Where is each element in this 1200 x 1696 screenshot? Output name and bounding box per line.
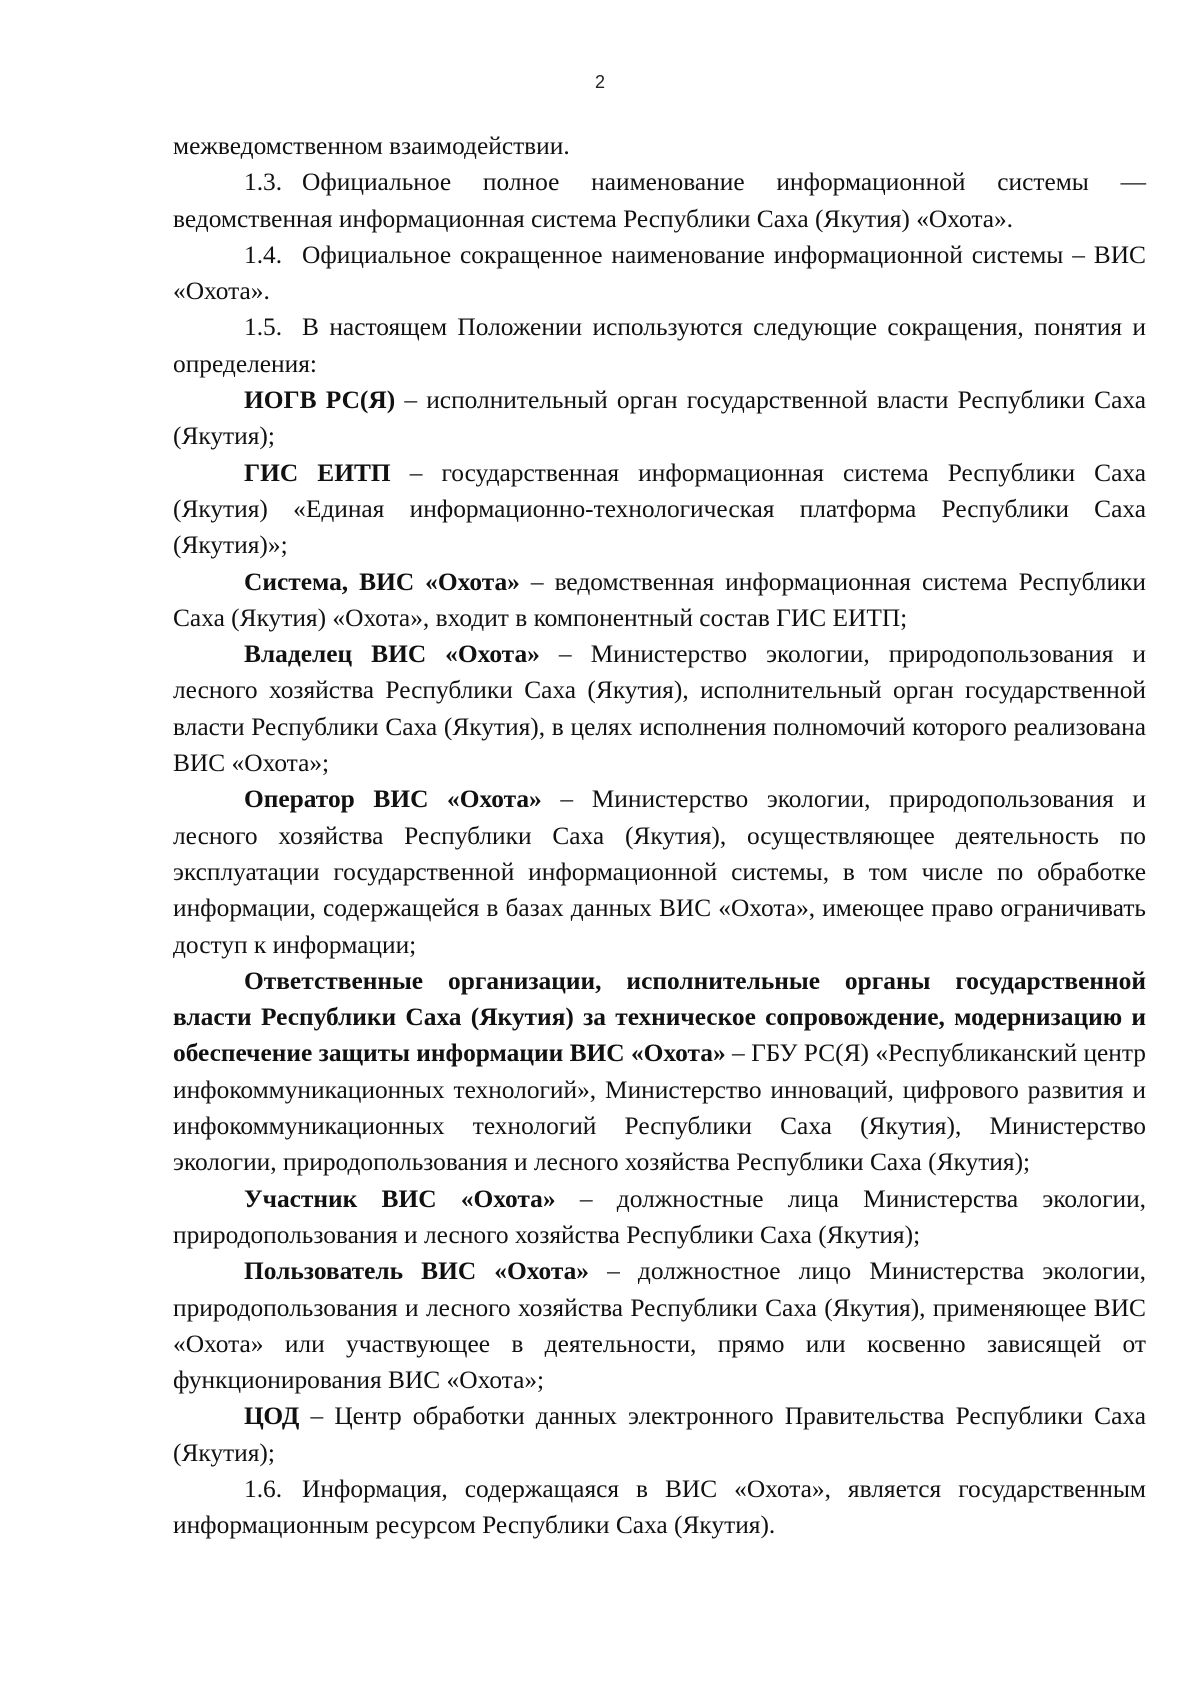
definition-term: ИОГВ РС(Я) bbox=[244, 386, 396, 415]
definition-text: – ГБУ РС(Я) «Республиканский центр инфокоммуникационных технологий», Министерство инноваций, цифрового развития и инфокоммуникационных технологий Республики Саха (Якутия), Министерство экологии, природопользования и лесного хозяйства Республики Саха (Якутия); bbox=[173, 1039, 1146, 1177]
clause-number: 1.3. bbox=[244, 168, 283, 197]
definition-iogv bbox=[173, 382, 1146, 455]
definition-user bbox=[173, 1253, 1146, 1398]
clause-1-3 bbox=[173, 164, 1146, 237]
definition-text: – Центр обработки данных электронного Правительства Республики Саха (Якутия); bbox=[173, 1402, 1146, 1467]
clause-number: 1.6. bbox=[244, 1474, 283, 1503]
document-body bbox=[173, 128, 1146, 1544]
definition-term: Ответственные организации, исполнительные органы государственной власти Республики Саха (Якутия) за техническое сопровождение, модернизацию и обеспечение защиты информации ВИС «Охота» bbox=[173, 966, 1146, 1068]
definition-responsible-orgs bbox=[173, 963, 1146, 1181]
clause-number: 1.4. bbox=[244, 240, 283, 269]
definition-term: Владелец ВИС «Охота» bbox=[244, 640, 540, 669]
clause-1-6 bbox=[173, 1471, 1146, 1544]
definition-participant bbox=[173, 1181, 1146, 1254]
definition-owner bbox=[173, 636, 1146, 781]
definition-text: – Министерство экологии, природопользования и лесного хозяйства Республики Саха (Якутия), осуществляющее деятельность по эксплуатации государственной информационной системы, в том числе по обработке информации, содержащейся в базах данных ВИС «Охота», имеющее право ограничивать доступ к информации; bbox=[173, 785, 1147, 959]
definition-text: – Министерство экологии, природопользования и лесного хозяйства Республики Саха (Якутия), исполнительный орган государственной власти Республики Саха (Якутия), в целях исполнения полномочий которого реализована ВИС «Охота»; bbox=[173, 640, 1147, 778]
definition-term: ЦОД bbox=[244, 1402, 300, 1431]
clause-text: Официальное полное наименование информационной системы — ведомственная информационная система Республики Саха (Якутия) «Охота». bbox=[173, 168, 1146, 233]
definition-gis-eitp bbox=[173, 455, 1146, 564]
definition-term: Пользователь ВИС «Охота» bbox=[244, 1257, 590, 1286]
definition-text: – государственная информационная система Республики Саха (Якутия) «Единая информационно-технологическая платформа Республики Саха (Якутия)»; bbox=[173, 458, 1146, 560]
clause-1-5 bbox=[173, 309, 1146, 382]
definition-text: – исполнительный орган государственной власти Республики Саха (Якутия); bbox=[173, 386, 1146, 451]
page-number: 2 bbox=[594, 72, 605, 92]
definition-term: Участник ВИС «Охота» bbox=[244, 1184, 556, 1213]
definition-term: ГИС ЕИТП bbox=[244, 458, 391, 487]
paragraph-text: межведомственном взаимодействии. bbox=[173, 132, 570, 160]
clause-text: Официальное сокращенное наименование информационной системы – ВИС «Охота». bbox=[173, 240, 1146, 306]
definition-text: – должностные лица Министерства экологии, природопользования и лесного хозяйства Республики Саха (Якутия); bbox=[173, 1184, 1147, 1249]
definition-system bbox=[173, 564, 1146, 637]
definition-term: Система, ВИС «Охота» bbox=[244, 567, 520, 596]
clause-1-4 bbox=[173, 237, 1146, 310]
clause-number: 1.5. bbox=[244, 313, 283, 342]
definition-tsod bbox=[173, 1398, 1146, 1471]
definition-text: – ведомственная информационная система Республики Саха (Якутия) «Охота», входит в компонентный состав ГИС ЕИТП; bbox=[173, 567, 1146, 632]
definition-term: Оператор ВИС «Охота» bbox=[244, 785, 542, 814]
definition-text: – должностное лицо Министерства экологии, природопользования и лесного хозяйства Республики Саха (Якутия), применяющее ВИС «Охота» или участвующее в деятельности, прямо или косвенно зависящей от функционирования ВИС «Охота»; bbox=[173, 1257, 1146, 1395]
clause-text: В настоящем Положении используются следующие сокращения, понятия и определения: bbox=[173, 313, 1146, 378]
paragraph-continuation bbox=[173, 128, 1146, 164]
clause-text: Информация, содержащаяся в ВИС «Охота», является государственным информационным ресурсом Республики Саха (Якутия). bbox=[173, 1474, 1146, 1540]
definition-operator bbox=[173, 781, 1146, 962]
